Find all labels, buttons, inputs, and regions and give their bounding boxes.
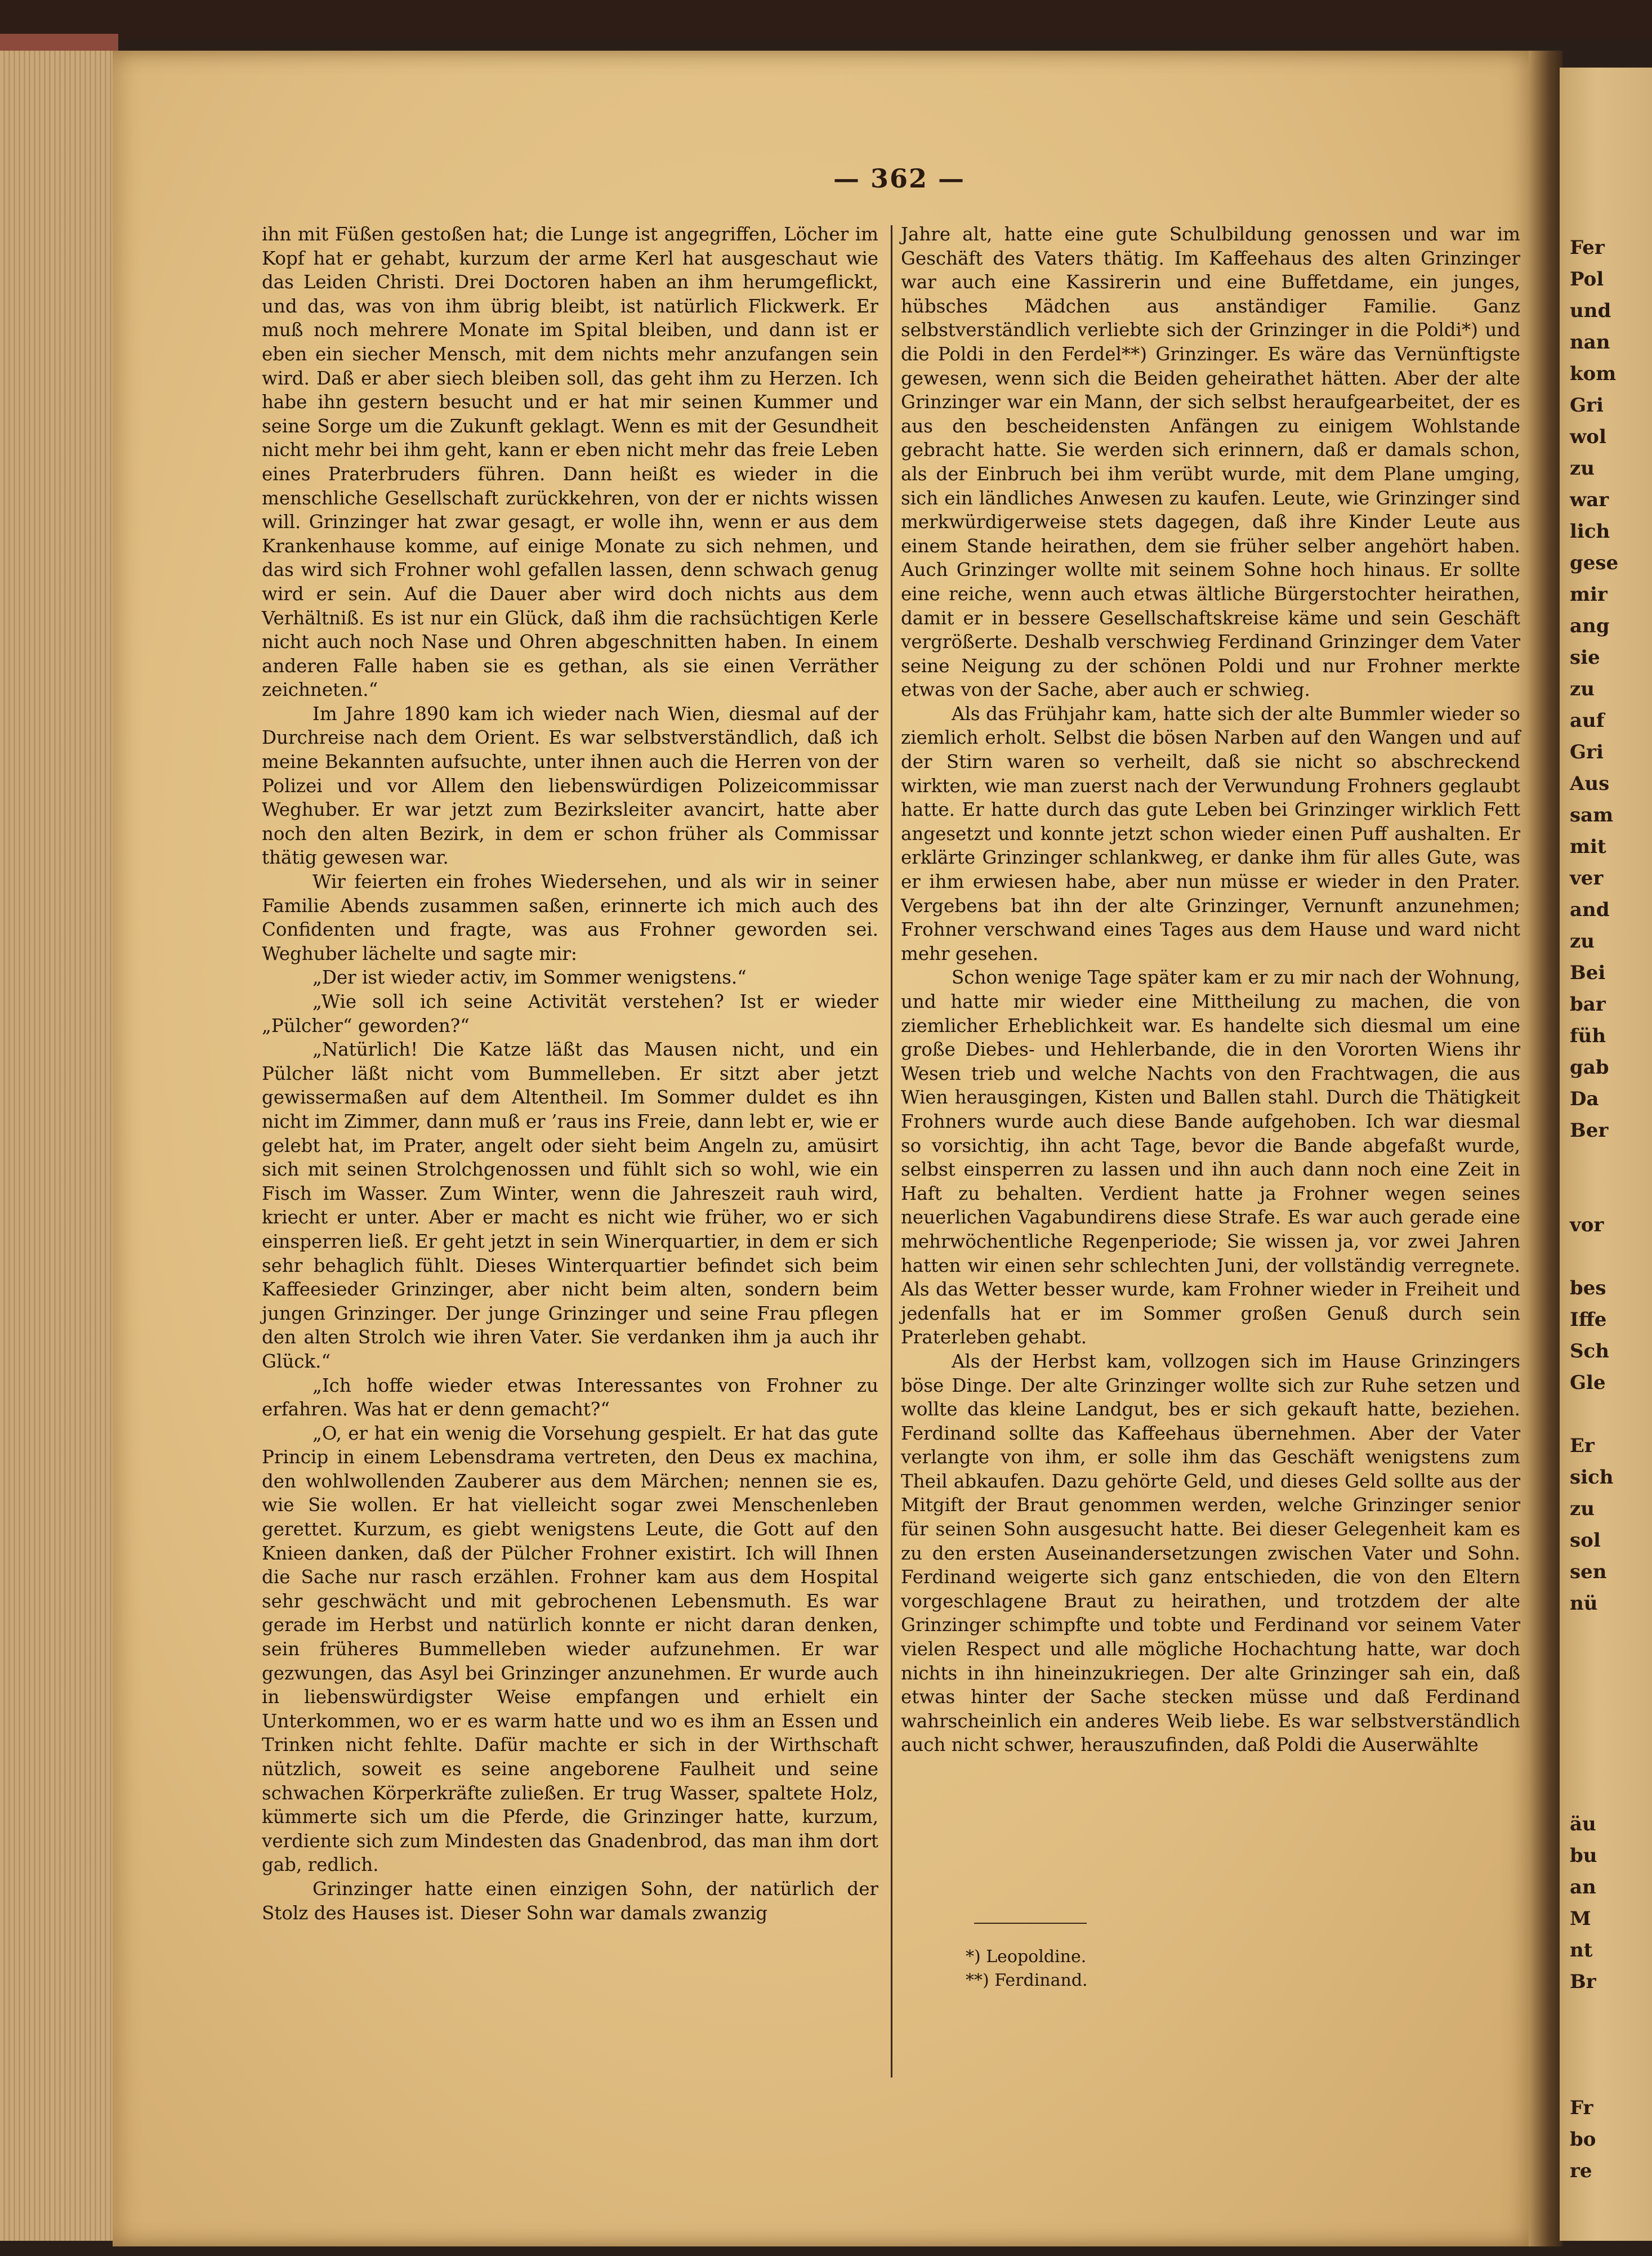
scan-top-edge: [0, 0, 1652, 39]
page-number: — 362 —: [833, 163, 966, 194]
facing-page-fragment: Aus: [1570, 772, 1610, 795]
facing-page-fragment: Iffe: [1570, 1308, 1607, 1331]
facing-page-fragment: gab: [1570, 1056, 1609, 1079]
facing-page-fragment: und: [1570, 300, 1611, 322]
paragraph: „Natürlich! Die Katze läßt das Mausen nicht, und ein Pülcher läßt nicht vom Bummelleben. Er sitzt aber jetzt gewissermaßen auf dem Altentheil. Im Sommer duldet es ihn nicht im Zimmer, dann muß er ’raus ins Freie, dann lebt er, wie er gelebt hat, im Prater, angelt oder sieht beim Angeln zu, amüsirt sich mit seinen Strolchgenossen und fühlt sich so wohl, wie ein Fisch im Wasser. Zum Winter, wenn die Jahreszeit rauh wird, kriecht er unter. Aber er macht es nicht wie früher, wo er sich einsperren ließ. Er geht jetzt in sein Winerquartier, in dem er sich sehr behaglich fühlt. Dieses Winterquartier befindet sich beim Kaffeesieder Grinzinger, aber nicht beim alten, sondern beim jungen Grinzinger. Der junge Grinzinger und seine Frau pflegen den alten Strolch wie ihren Vater. Sie verdanken ihm ja auch ihr Glück.“: [262, 1039, 878, 1372]
facing-page-fragment: Sch: [1570, 1340, 1609, 1362]
facing-page-fragment: sie: [1570, 646, 1600, 669]
book-page-edges: [0, 34, 115, 2241]
facing-page-fragment: zu: [1570, 457, 1595, 480]
footnote-2: **) Ferdinand.: [966, 1971, 1088, 1990]
facing-page-fragment: sich: [1570, 1466, 1614, 1489]
facing-page-fragment: sam: [1570, 804, 1614, 827]
facing-page-fragment: war: [1570, 489, 1609, 511]
facing-page-fragment: re: [1570, 2160, 1592, 2182]
facing-page-fragment: nan: [1570, 331, 1610, 354]
facing-page-fragment: Fer: [1570, 236, 1605, 259]
facing-page-fragment: wol: [1570, 426, 1606, 448]
facing-page-fragment: Gri: [1570, 741, 1604, 763]
facing-page-fragment: sol: [1570, 1529, 1601, 1552]
paragraph: „Wie soll ich seine Activität verstehen? Ist er wieder „Pülcher“ geworden?“: [262, 991, 878, 1037]
paragraph: „O, er hat ein wenig die Vorsehung gespielt. Er hat das gute Princip in einem Lebensdrama vertreten, den Deus ex machina, den wohlwollenden Zauberer aus dem Märchen; nennen sie es, wie Sie wollen. Er hat vielleicht sogar zwei Menschenleben gerettet. Kurzum, es giebt wenigstens Leute, die Gott auf den Knieen danken, daß der Pülcher Frohner existirt. Ich will Ihnen die Sache nur rasch erzählen. Frohner kam aus dem Hospital sehr geschwächt und mit gebrochenen Lebensmuth. Es war gerade im Herbst und natürlich konnte er nicht daran denken, sein früheres Bummelleben wieder aufzunehmen. Er war gezwungen, das Asyl bei Grinzinger anzunehmen. Er wurde auch in liebenswürdigster Weise empfangen und erhielt ein Unterkommen, wo er es warm hatte und wo es ihm an Essen und Trinken nicht fehlte. Dafür machte er sich in der Wirthschaft nützlich, soweit es seine angeborene Faulheit und seine schwachen Körperkräfte zuließen. Er trug Wasser, spaltete Holz, kümmerte sich um die Pferde, die Grinzinger hatte, kurzum, verdiente sich zum Mindesten das Gnadenbrod, das man ihm dort gab, redlich.: [262, 1422, 878, 1876]
paragraph: Grinzinger hatte einen einzigen Sohn, der natürlich der Stolz des Hauses ist. Dieser Sohn war damals zwanzig: [262, 1878, 878, 1924]
facing-page-fragment: zu: [1570, 1498, 1595, 1520]
facing-page-fragment: Gri: [1570, 394, 1604, 417]
column-divider: [891, 225, 892, 2078]
facing-page-fragment: nt: [1570, 1939, 1593, 1962]
facing-page-fragment: auf: [1570, 709, 1605, 732]
facing-page-fragment: nü: [1570, 1592, 1598, 1615]
facing-page-fragment: äu: [1570, 1813, 1596, 1835]
facing-page-fragment: bo: [1570, 2128, 1596, 2151]
facing-page-fragment: lich: [1570, 520, 1610, 543]
book-gutter: [1529, 51, 1562, 2246]
facing-page-fragment: gese: [1570, 552, 1619, 574]
facing-page-fragment: Bei: [1570, 962, 1606, 984]
facing-page-fragment: Da: [1570, 1088, 1599, 1110]
facing-page-fragment: mit: [1570, 836, 1606, 858]
facing-page-fragment: ver: [1570, 867, 1604, 890]
facing-page-fragment: sen: [1570, 1561, 1607, 1583]
right-column: [901, 222, 1520, 1757]
facing-page-fragment: Fr: [1570, 2097, 1593, 2119]
facing-page-fragment: Gle: [1570, 1372, 1606, 1394]
facing-page: [1560, 68, 1652, 2241]
facing-page-fragment: mir: [1570, 583, 1608, 606]
facing-page-fragment: an: [1570, 1876, 1596, 1898]
facing-page-fragment: füh: [1570, 1025, 1606, 1047]
footnotes: [966, 1945, 1088, 1993]
facing-page-fragment: bu: [1570, 1844, 1597, 1867]
facing-page-fragment: Ber: [1570, 1119, 1609, 1142]
left-column: [262, 222, 878, 1925]
paragraph: ihn mit Füßen gestoßen hat; die Lunge ist angegriffen, Löcher im Kopf hat er gehabt, kurzum der arme Kerl hat ausgeschaut wie das Leiden Christi. Drei Doctoren haben an ihm herumgeflickt, und das, was von ihm übrig bleibt, ist natürlich Flickwerk. Er muß noch mehrere Monate im Spital bleiben, und dann ist er eben ein siecher Mensch, mit dem nichts mehr anzufangen sein wird. Daß er aber siech bleiben soll, das geht ihm zu Herzen. Ich habe ihn gestern besucht und er hat mir seinen Kummer und seine Sorge um die Zukunft geklagt. Wenn es mit der Gesundheit nicht mehr bei ihm geht, kann er eben nicht mehr das freie Leben eines Praterbruders führen. Dann heißt es wieder in die menschliche Gesellschaft zurückkehren, von der er nichts wissen will. Grinzinger hat zwar gesagt, er wolle ihn, wenn er aus dem Krankenhause komme, auf einige Monate zu sich nehmen, und das wird sich Frohner wohl gefallen lassen, denn schwach genug wird er sein. Auf die Dauer aber wird doch nichts aus dem Verhältniß. Es ist nur ein Glück, daß ihm die rachsüchtigen Kerle nicht auch noch Nase und Ohren abgeschnitten haben. In einem anderen Falle haben sie es gethan, als sie einen Verräther zeichneten.“: [262, 224, 878, 701]
facing-page-fragment: zu: [1570, 678, 1595, 700]
facing-page-fragment: Er: [1570, 1435, 1595, 1457]
paragraph: Schon wenige Tage später kam er zu mir nach der Wohnung, und hatte mir wieder eine Mittheilung zu machen, die von ziemlicher Erheblichkeit war. Es handelte sich diesmal um eine große Diebes- und Hehlerbande, die in den Vororten Wiens ihr Wesen trieb und welche Nachts von den Frachtwagen, die aus Wien herausgingen, Kisten und Ballen stahl. Durch die Thätigkeit Frohners wurde auch diese Bande aufgehoben. Ich war diesmal so vorsichtig, ihn acht Tage, bevor die Bande abgefaßt wurde, selbst einsperren zu lassen und ihn auch dann noch eine Zeit in Haft zu behalten. Verdient hatte ja Frohner wegen seines neuerlichen Vagabundirens diese Strafe. Es war auch gerade eine mehrwöchentliche Regenperiode; Sie wissen ja, vor zwei Jahren hatten wir einen sehr schlechten Juni, der vollständig verregnete. Als das Wetter besser wurde, kam Frohner wieder in Freiheit und jedenfalls hat er im Sommer großen Genuß durch sein Praterleben gehabt.: [901, 967, 1520, 1348]
footnote-divider: [974, 1923, 1087, 1924]
paragraph: Als der Herbst kam, vollzogen sich im Hause Grinzingers böse Dinge. Der alte Grinzinger wollte sich zur Ruhe setzen und wollte das kleine Landgut, bes er sich gekauft hatte, beziehen. Ferdinand sollte das Kaffeehaus übernehmen. Aber der Vater verlangte von ihm, er solle ihm das Geschäft wenigstens zum Theil abkaufen. Dazu gehörte Geld, und dieses Geld sollte aus der Mitgift der Braut genommen werden, welche Grinzinger senior für seinen Sohn ausgesucht hatte. Bei dieser Gelegenheit kam es zu den ersten Auseinandersetzungen zwischen Vater und Sohn. Ferdinand weigerte sich ganz entschieden, die von den Eltern vorgeschlagene Braut zu heirathen, und trotzdem der alte Grinzinger schimpfte und tobte und Ferdinand vor seinem Vater vielen Respect und alle mögliche Hochachtung hatte, war doch nichts in ihn hineinzukriegen. Der alte Grinzinger sah ein, daß etwas hinter der Sache stecken müsse und daß Ferdinand wahrscheinlich ein anderes Weib liebe. Es war selbstverständlich auch nicht schwer, herauszufinden, daß Poldi die Auserwählte: [901, 1350, 1520, 1756]
paragraph: Im Jahre 1890 kam ich wieder nach Wien, diesmal auf der Durchreise nach dem Orient. Es war selbstverständlich, daß ich meine Bekannten aufsuchte, unter ihnen auch die Herren von der Polizei und vor Allem den liebenswürdigen Polizeicommissar Weghuber. Er war jetzt zum Bezirksleiter avancirt, hatte aber noch den alten Bezirk, in dem er schon früher als Commissar thätig gewesen war.: [262, 703, 878, 869]
paragraph: „Ich hoffe wieder etwas Interessantes von Frohner zu erfahren. Was hat er denn gemacht?“: [262, 1374, 878, 1420]
facing-page-fragment: Br: [1570, 1971, 1596, 1993]
facing-page-fragment: zu: [1570, 930, 1595, 953]
facing-page-fragment: M: [1570, 1907, 1591, 1930]
book-binding: [0, 34, 118, 51]
paragraph: Als das Frühjahr kam, hatte sich der alte Bummler wieder so ziemlich erholt. Selbst die bösen Narben auf den Wangen und auf der Stirn waren so verheilt, daß sie nicht so abschreckend wirkten, wie man zuerst nach der Verwundung Frohners geglaubt hatte. Er hatte durch das gute Leben bei Grinzinger wirklich Fett angesetzt und konnte jetzt schon wieder einen Puff aushalten. Er erklärte Grinzinger schlankweg, er danke ihm für alles Gute, was er ihm erwiesen habe, aber nun müsse er wieder in den Prater. Vergebens bat ihn der alte Grinzinger, Vernunft anzunehmen; Frohner verschwand eines Tages aus dem Hause und ward nicht mehr gesehen.: [901, 703, 1520, 964]
facing-page-fragment: bar: [1570, 993, 1606, 1016]
facing-page-fragment: bes: [1570, 1277, 1606, 1299]
paragraph: Wir feierten ein frohes Wiedersehen, und als wir in seiner Familie Abends zusammen saßen, erinnerte ich mich auch des Confidenten und fragte, was aus Frohner geworden sei. Weghuber lächelte und sagte mir:: [262, 871, 878, 964]
facing-page-fragment: Pol: [1570, 268, 1604, 291]
footnote-1: *) Leopoldine.: [966, 1947, 1087, 1967]
facing-page-fragment: kom: [1570, 363, 1617, 385]
paragraph: „Der ist wieder activ, im Sommer wenigstens.“: [312, 967, 747, 989]
facing-page-fragment: and: [1570, 899, 1610, 921]
facing-page-fragment: vor: [1570, 1214, 1604, 1236]
paragraph: Jahre alt, hatte eine gute Schulbildung genossen und war im Geschäft des Vaters thätig. Im Kaffeehaus des alten Grinzinger war auch eine Kassirerin und eine Buffetdame, ein junges, hübsches Mädchen aus anständiger Familie. Ganz selbstverständlich verliebte sich der Grinzinger in die Poldi*) und die Poldi in den Ferdel**) Grinzinger. Es wäre das Vernünftigste gewesen, wenn sich die Beiden geheirathet hätten. Aber der alte Grinzinger war ein Mann, der sich selbst heraufgearbeitet, der es aus den bescheidensten Anfängen zu einigem Wohlstande gebracht hatte. Sie werden sich erinnern, daß er damals schon, als der Einbruch bei ihm verübt wurde, mit dem Plane umging, sich ein ländliches Anwesen zu kaufen. Leute, wie Grinzinger sind merkwürdigerweise stets dagegen, daß ihre Kinder Leute aus einem Stande heirathen, dem sie früher selber angehört haben. Auch Grinzinger wollte mit seinem Sohne hoch hinaus. Er sollte eine reiche, wenn auch etwas ältliche Bürgerstochter heirathen, damit er in bessere Gesellschaftskreise käme und sein Geschäft vergrößerte. Deshalb verschwieg Ferdinand Grinzinger dem Vater seine Neigung zu der schönen Poldi und nur Frohner merkte etwas von der Sache, aber auch er schwieg.: [901, 224, 1520, 701]
facing-page-fragment: ang: [1570, 615, 1610, 637]
